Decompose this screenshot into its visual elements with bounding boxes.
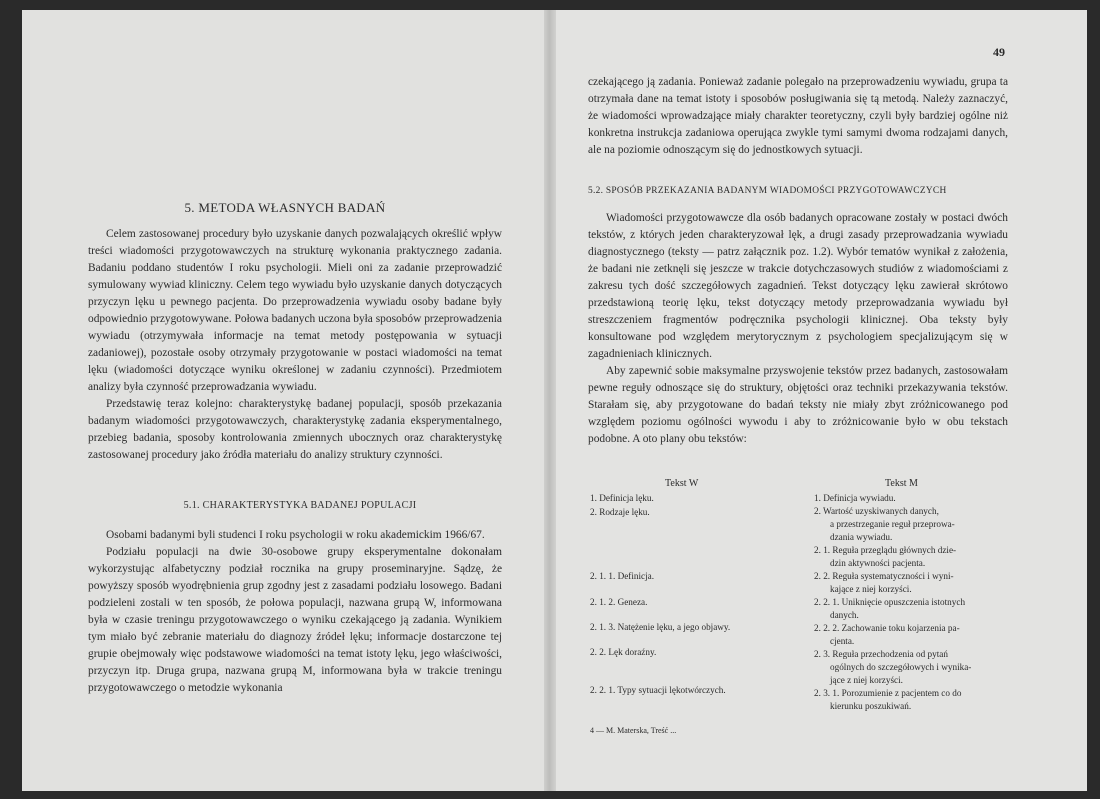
plan-m-list xyxy=(814,492,1014,717)
plan-w-item: 2. 1. 2. Geneza. xyxy=(590,597,648,607)
plan-m-item: 2. 2. Reguła systematyczności i wyni- xyxy=(814,571,954,581)
paragraph: Celem zastosowanej procedury było uzyskanie danych pozwalających określić wpływ treści wiadomości przygotowawczych na strukturę wykonania praktycznego zadania. Badaniu poddano studentów I roku psychologii. Mieli oni za zadanie przeprowadzić symulowany wywiad kliniczny. Celem tego wywiadu było uzyskanie danych dotyczących przyczyn lęku u pewnego pacjenta. Do przeprowadzenia wywiadu osoby badane były odpowiednio przygotowywane. Połowa badanych uczona była sposobów przeprowadzenia wywiadu (otrzymywała informacje na temat metody postępowania w sytuacji zadaniowej), pozostałe osoby otrzymały przygotowanie w postaci wiadomości na temat lęku (wiadomości dotyczące wyniku określonej w zadaniu czynności). Przedmiotem analizy była czynność przeprowadzania wywiadu. xyxy=(88,228,502,393)
plan-m-item: 2. 3. 1. Porozumienie z pacjentem co do xyxy=(814,688,962,698)
plan-m-item: 2. Wartość uzyskiwanych danych, xyxy=(814,506,939,516)
paragraph: czekającego ją zadania. Ponieważ zadanie polegało na przeprowadzeniu wywiadu, grupa ta otrzymała dane na temat istoty i sposobów posługiwania się tą metodą. Należy zaznaczyć, że wiadomości wprowadzające miały charakter teoretyczny, czyli były bardziej ogólne niż konkretna instrukcja zadaniowa operująca zwykle tymi samymi dwoma rodzajami danych, ale na poziomie odnoszącym się do jednostkowych sytuacji. xyxy=(588,76,1008,156)
plan-m-item: 2. 2. 1. Uniknięcie opuszczenia istotnych xyxy=(814,597,966,607)
plan-m-item: danych. xyxy=(830,610,859,620)
paragraph: Przedstawię teraz kolejno: charakterystykę badanej populacji, sposób przekazania badanym wiadomości przygotowawczych, charakterystykę zadania eksperymentalnego, przebieg badania, sposoby kontrolowania zmiennych ubocznych oraz charakterystykę zastosowanej procedury jako źródła materiału do analizy struktury czynności. xyxy=(88,398,502,461)
plan-w-item: 2. Rodzaje lęku. xyxy=(590,507,650,517)
plan-w-item: 2. 2. Lęk doraźny. xyxy=(590,647,657,657)
plan-m-item: jące z niej korzyści. xyxy=(830,675,903,685)
plan-m-item: cjenta. xyxy=(830,636,855,646)
plan-m-item: 2. 1. Reguła przeglądu głównych dzie- xyxy=(814,545,957,555)
plan-m-item: kierunku poszukiwań. xyxy=(830,701,912,711)
plan-w-item: 1. Definicja lęku. xyxy=(590,493,654,503)
page-footer: 4 — M. Materska, Treść ... xyxy=(590,726,677,735)
page-number: 49 xyxy=(993,45,1005,59)
chapter-heading: 5. METODA WŁASNYCH BADAŃ xyxy=(184,200,386,215)
plan-m-item: 1. Definicja wywiadu. xyxy=(814,493,896,503)
plan-w-list xyxy=(590,492,805,712)
section-5-2-text xyxy=(588,210,1008,448)
plan-m-item: kające z niej korzyści. xyxy=(830,584,912,594)
plan-w-item: 2. 1. 3. Natężenie lęku, a jego objawy. xyxy=(590,622,731,632)
continuation-text xyxy=(588,74,1008,159)
plan-w-title: Tekst W xyxy=(665,478,699,489)
paragraph: Wiadomości przygotowawcze dla osób badanych opracowane zostały w postaci dwóch tekstów, z których jeden charakteryzował lęk, a drugi zasady przeprowadzania wywiadu diagnostycznego (teksty — patrz załącznik poz. 1.2). Wybór tematów wynikał z założenia, że badani nie zetknęli się jeszcze w trakcie dotychczasowych studiów z wiadomościami z zakresu tych dość szczegółowych zagadnień. Tekst dotyczący lęku zawierał skrótowo przedstawioną teorię lęku, tekst dotyczący metody przeprowadzania wywiadu był streszczeniem fragmentów podręcznika psychologii klinicznej. Oba teksty były konsultowane pod względem merytorycznym z psychologiem specjalizującym się w zagadnieniach klinicznych. xyxy=(588,212,1008,360)
paragraph: Osobami badanymi byli studenci I roku psychologii w roku akademickim 1966/67. xyxy=(106,529,485,541)
plan-m-item: a przestrzeganie reguł przeprowa- xyxy=(830,519,955,529)
plan-m-item: 2. 3. Reguła przechodzenia od pytań xyxy=(814,649,948,659)
paragraph: Podziału populacji na dwie 30-osobowe grupy eksperymentalne dokonałam wykorzystując alfabetyczny podział rocznika na grupy proseminaryjne. Sądzę, że powyższy sposób wyodrębnienia grup zgodny jest z zasadami podziału losowego. Badani podzieleni zostali w ten sposób, że połowa populacji, nazwana grupą W, informowana była w czasie treningu przygotowawczego o wyniku czekającego ją zadania. Wynikiem tym miało być zebranie materiału do diagnozy źródeł lęku; informacje dostarczone tej grupie obejmowały więc podstawowe wiadomości na temat istoty lęku, jego właściwości, przyczyn itp. Druga grupa, nazwana grupą M, informowana była w trakcie treningu przygotowawczego o metodzie wykonania xyxy=(88,546,502,694)
plan-m-item: ogólnych do szczegółowych i wynika- xyxy=(830,662,972,672)
plan-m-item: dzin aktywności pacjenta. xyxy=(830,558,926,568)
book-spine xyxy=(544,10,556,791)
plan-w-item: 2. 1. 1. Definicja. xyxy=(590,571,655,581)
section-5-1-text xyxy=(88,527,502,697)
plan-m-item: dzania wywiadu. xyxy=(830,532,893,542)
plan-w-item: 2. 2. 1. Typy sytuacji lękotwórczych. xyxy=(590,685,726,695)
intro-text xyxy=(88,226,502,464)
section-heading-5-2: 5.2. SPOSÓB PRZEKAZANIA BADANYM WIADOMOŚCI PRZYGOTOWAWCZYCH xyxy=(588,186,947,196)
plan-m-item: 2. 2. 2. Zachowanie toku kojarzenia pa- xyxy=(814,623,960,633)
plan-m-title: Tekst M xyxy=(885,478,918,489)
section-heading-5-1: 5.1. CHARAKTERYSTYKA BADANEJ POPULACJI xyxy=(183,500,417,511)
paragraph: Aby zapewnić sobie maksymalne przyswojenie tekstów przez badanych, zastosowałam pewne reguły odnoszące się do struktury, objętości oraz techniki przekazywania tekstów. Starałam się, aby przygotowane do badań teksty nie miały zbyt zróżnicowanego pod względem poziomu ogólności wywodu i aby to zróżnicowanie było w obu tekstach podobne. A oto plany obu tekstów: xyxy=(588,365,1008,445)
